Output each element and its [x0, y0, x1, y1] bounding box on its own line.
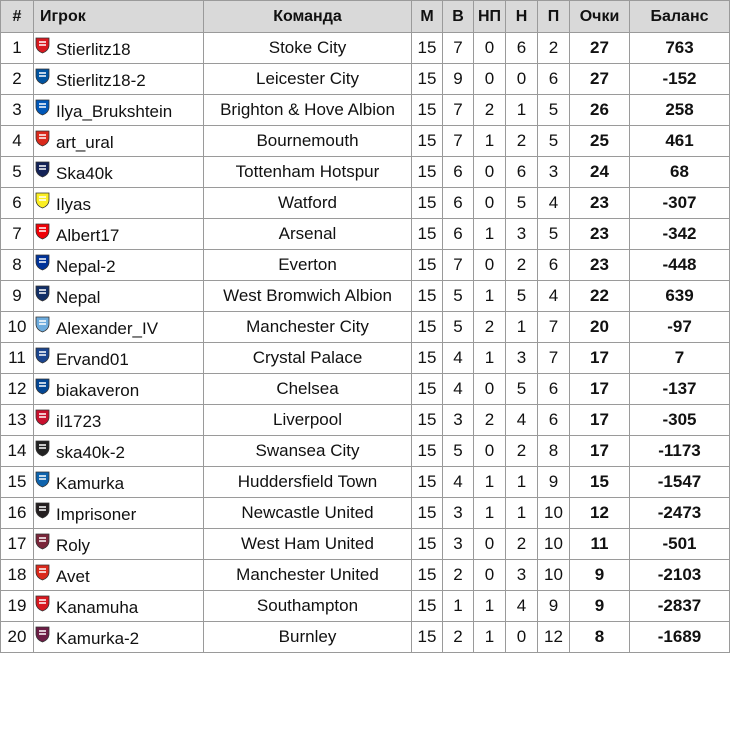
draw-alt-count: 4 — [506, 591, 538, 622]
played-count: 15 — [412, 312, 443, 343]
row-rank: 6 — [1, 188, 34, 219]
balance-value: -1689 — [630, 622, 730, 653]
table-row — [1, 126, 730, 157]
lost-count: 2 — [538, 33, 570, 64]
balance-value: -307 — [630, 188, 730, 219]
row-rank: 12 — [1, 374, 34, 405]
row-rank: 7 — [1, 219, 34, 250]
balance-value: 639 — [630, 281, 730, 312]
won-count: 6 — [443, 188, 474, 219]
player-cell[interactable] — [34, 33, 204, 64]
player-cell[interactable] — [34, 95, 204, 126]
player-name[interactable]: il1723 — [56, 411, 102, 431]
player-cell[interactable] — [34, 591, 204, 622]
played-count: 15 — [412, 95, 443, 126]
draw-alt-count: 1 — [506, 498, 538, 529]
row-rank: 14 — [1, 436, 34, 467]
southampton-crest-icon — [34, 595, 51, 612]
lost-count: 4 — [538, 188, 570, 219]
team-name: Southampton — [204, 591, 412, 622]
row-rank: 1 — [1, 33, 34, 64]
points-value: 25 — [570, 126, 630, 157]
played-count: 15 — [412, 374, 443, 405]
huddersfield-crest-icon — [34, 471, 51, 488]
won-count: 3 — [443, 405, 474, 436]
team-name: Manchester United — [204, 560, 412, 591]
draw-alt-count: 5 — [506, 374, 538, 405]
lost-count: 5 — [538, 126, 570, 157]
balance-value: -1547 — [630, 467, 730, 498]
balance-value: -1173 — [630, 436, 730, 467]
points-value: 23 — [570, 250, 630, 281]
team-name: Chelsea — [204, 374, 412, 405]
drawn-count: 2 — [474, 312, 506, 343]
won-count: 7 — [443, 95, 474, 126]
points-value: 17 — [570, 436, 630, 467]
drawn-count: 0 — [474, 64, 506, 95]
draw-alt-count: 1 — [506, 312, 538, 343]
header-row — [1, 1, 730, 33]
mancity-crest-icon — [34, 316, 51, 333]
balance-value: 461 — [630, 126, 730, 157]
balance-value: -2473 — [630, 498, 730, 529]
player-cell[interactable] — [34, 498, 204, 529]
drawn-count: 0 — [474, 374, 506, 405]
header-drawn[interactable]: НП — [474, 1, 506, 33]
points-value: 17 — [570, 343, 630, 374]
points-value: 17 — [570, 374, 630, 405]
played-count: 15 — [412, 343, 443, 374]
lost-count: 5 — [538, 95, 570, 126]
drawn-count: 1 — [474, 591, 506, 622]
draw-alt-count: 0 — [506, 622, 538, 653]
drawn-count: 0 — [474, 529, 506, 560]
player-cell[interactable] — [34, 622, 204, 653]
won-count: 5 — [443, 436, 474, 467]
table-row — [1, 467, 730, 498]
lost-count: 5 — [538, 219, 570, 250]
watford-crest-icon — [34, 192, 51, 209]
stoke-crest-icon — [34, 37, 51, 54]
row-rank: 10 — [1, 312, 34, 343]
header-played[interactable]: М — [412, 1, 443, 33]
row-rank: 2 — [1, 64, 34, 95]
points-value: 9 — [570, 560, 630, 591]
points-value: 27 — [570, 33, 630, 64]
row-rank: 17 — [1, 529, 34, 560]
team-name: Crystal Palace — [204, 343, 412, 374]
drawn-count: 1 — [474, 498, 506, 529]
row-rank: 16 — [1, 498, 34, 529]
player-name[interactable]: Alexander_IV — [56, 318, 159, 338]
balance-value: 763 — [630, 33, 730, 64]
row-rank: 18 — [1, 560, 34, 591]
draw-alt-count: 1 — [506, 467, 538, 498]
team-name: Stoke City — [204, 33, 412, 64]
drawn-count: 2 — [474, 95, 506, 126]
newcastle-crest-icon — [34, 502, 51, 519]
drawn-count: 1 — [474, 126, 506, 157]
draw-alt-count: 2 — [506, 436, 538, 467]
table-row — [1, 95, 730, 126]
won-count: 6 — [443, 219, 474, 250]
draw-alt-count: 1 — [506, 95, 538, 126]
table-row — [1, 560, 730, 591]
table-row — [1, 591, 730, 622]
balance-value: 68 — [630, 157, 730, 188]
arsenal-crest-icon — [34, 223, 51, 240]
won-count: 4 — [443, 374, 474, 405]
player-name[interactable]: Albert17 — [56, 225, 120, 245]
row-rank: 20 — [1, 622, 34, 653]
points-value: 8 — [570, 622, 630, 653]
won-count: 7 — [443, 33, 474, 64]
lost-count: 4 — [538, 281, 570, 312]
team-name: Leicester City — [204, 64, 412, 95]
header-rank[interactable]: # — [1, 1, 34, 33]
lost-count: 7 — [538, 343, 570, 374]
won-count: 5 — [443, 312, 474, 343]
draw-alt-count: 2 — [506, 126, 538, 157]
lost-count: 9 — [538, 591, 570, 622]
draw-alt-count: 2 — [506, 529, 538, 560]
table-row — [1, 343, 730, 374]
table-row — [1, 250, 730, 281]
team-name: Tottenham Hotspur — [204, 157, 412, 188]
drawn-count: 1 — [474, 467, 506, 498]
team-name: Newcastle United — [204, 498, 412, 529]
balance-value: -2837 — [630, 591, 730, 622]
player-cell[interactable] — [34, 64, 204, 95]
played-count: 15 — [412, 64, 443, 95]
drawn-count: 0 — [474, 157, 506, 188]
table-row — [1, 529, 730, 560]
played-count: 15 — [412, 591, 443, 622]
player-cell[interactable] — [34, 157, 204, 188]
drawn-count: 1 — [474, 343, 506, 374]
balance-value: -448 — [630, 250, 730, 281]
points-value: 23 — [570, 188, 630, 219]
draw-alt-count: 3 — [506, 343, 538, 374]
liverpool-crest-icon — [34, 409, 51, 426]
points-value: 9 — [570, 591, 630, 622]
drawn-count: 1 — [474, 622, 506, 653]
played-count: 15 — [412, 560, 443, 591]
header-lost[interactable]: П — [538, 1, 570, 33]
player-name[interactable]: biakaveron — [56, 380, 140, 400]
won-count: 1 — [443, 591, 474, 622]
played-count: 15 — [412, 33, 443, 64]
player-name[interactable]: ska40k-2 — [56, 442, 125, 462]
player-cell[interactable] — [34, 560, 204, 591]
player-name[interactable]: Avet — [56, 566, 90, 586]
table-row — [1, 157, 730, 188]
draw-alt-count: 0 — [506, 64, 538, 95]
lost-count: 12 — [538, 622, 570, 653]
won-count: 9 — [443, 64, 474, 95]
drawn-count: 1 — [474, 219, 506, 250]
lost-count: 8 — [538, 436, 570, 467]
header-won[interactable]: В — [443, 1, 474, 33]
played-count: 15 — [412, 622, 443, 653]
balance-value: -305 — [630, 405, 730, 436]
westham-crest-icon — [34, 533, 51, 550]
player-name[interactable]: Kanamuha — [56, 597, 139, 617]
draw-alt-count: 4 — [506, 405, 538, 436]
player-name[interactable]: Imprisoner — [56, 504, 137, 524]
points-value: 15 — [570, 467, 630, 498]
team-name: Watford — [204, 188, 412, 219]
player-name[interactable]: Ilya_Brukshtein — [56, 101, 173, 121]
player-name[interactable]: Ervand01 — [56, 349, 129, 369]
row-rank: 5 — [1, 157, 34, 188]
won-count: 6 — [443, 157, 474, 188]
played-count: 15 — [412, 250, 443, 281]
balance-value: -152 — [630, 64, 730, 95]
team-name: West Bromwich Albion — [204, 281, 412, 312]
team-name: Swansea City — [204, 436, 412, 467]
player-name[interactable]: Nepal-2 — [56, 256, 116, 276]
player-name[interactable]: Kamurka — [56, 473, 125, 493]
team-name: Huddersfield Town — [204, 467, 412, 498]
won-count: 3 — [443, 529, 474, 560]
team-name: Liverpool — [204, 405, 412, 436]
team-name: Bournemouth — [204, 126, 412, 157]
balance-value: -2103 — [630, 560, 730, 591]
leicester-crest-icon — [34, 68, 51, 85]
header-team[interactable]: Команда — [204, 1, 412, 33]
burnley-crest-icon — [34, 626, 51, 643]
table-row — [1, 374, 730, 405]
player-cell[interactable] — [34, 126, 204, 157]
manutd-crest-icon — [34, 564, 51, 581]
balance-value: 258 — [630, 95, 730, 126]
row-rank: 4 — [1, 126, 34, 157]
team-name: Everton — [204, 250, 412, 281]
player-cell[interactable] — [34, 405, 204, 436]
balance-value: -137 — [630, 374, 730, 405]
brighton-crest-icon — [34, 99, 51, 116]
swansea-crest-icon — [34, 440, 51, 457]
row-rank: 13 — [1, 405, 34, 436]
player-name[interactable]: Nepal — [56, 287, 101, 307]
draw-alt-count: 6 — [506, 157, 538, 188]
player-name[interactable]: art_ural — [56, 132, 114, 152]
won-count: 5 — [443, 281, 474, 312]
balance-value: -97 — [630, 312, 730, 343]
team-name: West Ham United — [204, 529, 412, 560]
played-count: 15 — [412, 529, 443, 560]
played-count: 15 — [412, 498, 443, 529]
played-count: 15 — [412, 436, 443, 467]
draw-alt-count: 3 — [506, 560, 538, 591]
played-count: 15 — [412, 219, 443, 250]
row-rank: 11 — [1, 343, 34, 374]
team-name: Arsenal — [204, 219, 412, 250]
points-value: 27 — [570, 64, 630, 95]
table-row — [1, 281, 730, 312]
points-value: 22 — [570, 281, 630, 312]
player-cell[interactable] — [34, 343, 204, 374]
header-points[interactable]: Очки — [570, 1, 630, 33]
table-row — [1, 33, 730, 64]
player-name[interactable]: Stierlitz18-2 — [56, 70, 146, 90]
player-name[interactable]: Roly — [56, 535, 91, 555]
player-name[interactable]: Ilyas — [56, 194, 91, 214]
player-cell[interactable] — [34, 529, 204, 560]
player-cell[interactable] — [34, 250, 204, 281]
draw-alt-count: 6 — [506, 33, 538, 64]
draw-alt-count: 2 — [506, 250, 538, 281]
draw-alt-count: 3 — [506, 219, 538, 250]
row-rank: 3 — [1, 95, 34, 126]
player-cell[interactable] — [34, 281, 204, 312]
drawn-count: 1 — [474, 281, 506, 312]
table-body — [1, 33, 730, 653]
table-row — [1, 312, 730, 343]
won-count: 7 — [443, 250, 474, 281]
drawn-count: 0 — [474, 436, 506, 467]
lost-count: 6 — [538, 374, 570, 405]
row-rank: 15 — [1, 467, 34, 498]
header-player[interactable]: Игрок — [34, 1, 204, 33]
table-row — [1, 188, 730, 219]
draw-alt-count: 5 — [506, 188, 538, 219]
table-row — [1, 64, 730, 95]
lost-count: 3 — [538, 157, 570, 188]
player-name[interactable]: Stierlitz18 — [56, 39, 131, 59]
player-name[interactable]: Ska40k — [56, 163, 113, 183]
points-value: 11 — [570, 529, 630, 560]
player-cell[interactable] — [34, 374, 204, 405]
played-count: 15 — [412, 281, 443, 312]
team-name: Brighton & Hove Albion — [204, 95, 412, 126]
won-count: 3 — [443, 498, 474, 529]
points-value: 24 — [570, 157, 630, 188]
player-cell[interactable] — [34, 467, 204, 498]
won-count: 2 — [443, 560, 474, 591]
table-row — [1, 436, 730, 467]
team-name: Manchester City — [204, 312, 412, 343]
header-draw-alt[interactable]: Н — [506, 1, 538, 33]
drawn-count: 0 — [474, 250, 506, 281]
won-count: 2 — [443, 622, 474, 653]
balance-value: -342 — [630, 219, 730, 250]
drawn-count: 0 — [474, 33, 506, 64]
points-value: 26 — [570, 95, 630, 126]
lost-count: 6 — [538, 64, 570, 95]
lost-count: 10 — [538, 529, 570, 560]
drawn-count: 2 — [474, 405, 506, 436]
won-count: 7 — [443, 126, 474, 157]
team-name: Burnley — [204, 622, 412, 653]
player-cell[interactable] — [34, 312, 204, 343]
player-cell[interactable] — [34, 219, 204, 250]
table-row — [1, 219, 730, 250]
played-count: 15 — [412, 157, 443, 188]
table-row — [1, 622, 730, 653]
draw-alt-count: 5 — [506, 281, 538, 312]
tottenham-crest-icon — [34, 161, 51, 178]
balance-value: 7 — [630, 343, 730, 374]
lost-count: 6 — [538, 250, 570, 281]
balance-value: -501 — [630, 529, 730, 560]
lost-count: 6 — [538, 405, 570, 436]
table-row — [1, 498, 730, 529]
bournemouth-crest-icon — [34, 130, 51, 147]
table-row — [1, 405, 730, 436]
played-count: 15 — [412, 467, 443, 498]
chelsea-crest-icon — [34, 378, 51, 395]
westbrom-crest-icon — [34, 285, 51, 302]
points-value: 12 — [570, 498, 630, 529]
won-count: 4 — [443, 467, 474, 498]
won-count: 4 — [443, 343, 474, 374]
crystalpalace-crest-icon — [34, 347, 51, 364]
lost-count: 10 — [538, 560, 570, 591]
player-cell[interactable] — [34, 436, 204, 467]
played-count: 15 — [412, 405, 443, 436]
row-rank: 19 — [1, 591, 34, 622]
points-value: 17 — [570, 405, 630, 436]
lost-count: 10 — [538, 498, 570, 529]
row-rank: 9 — [1, 281, 34, 312]
drawn-count: 0 — [474, 560, 506, 591]
player-cell[interactable] — [34, 188, 204, 219]
played-count: 15 — [412, 188, 443, 219]
played-count: 15 — [412, 126, 443, 157]
lost-count: 9 — [538, 467, 570, 498]
header-balance[interactable]: Баланс — [630, 1, 730, 33]
points-value: 20 — [570, 312, 630, 343]
row-rank: 8 — [1, 250, 34, 281]
drawn-count: 0 — [474, 188, 506, 219]
lost-count: 7 — [538, 312, 570, 343]
points-value: 23 — [570, 219, 630, 250]
everton-crest-icon — [34, 254, 51, 271]
player-name[interactable]: Kamurka-2 — [56, 628, 140, 648]
table-header — [1, 1, 730, 33]
